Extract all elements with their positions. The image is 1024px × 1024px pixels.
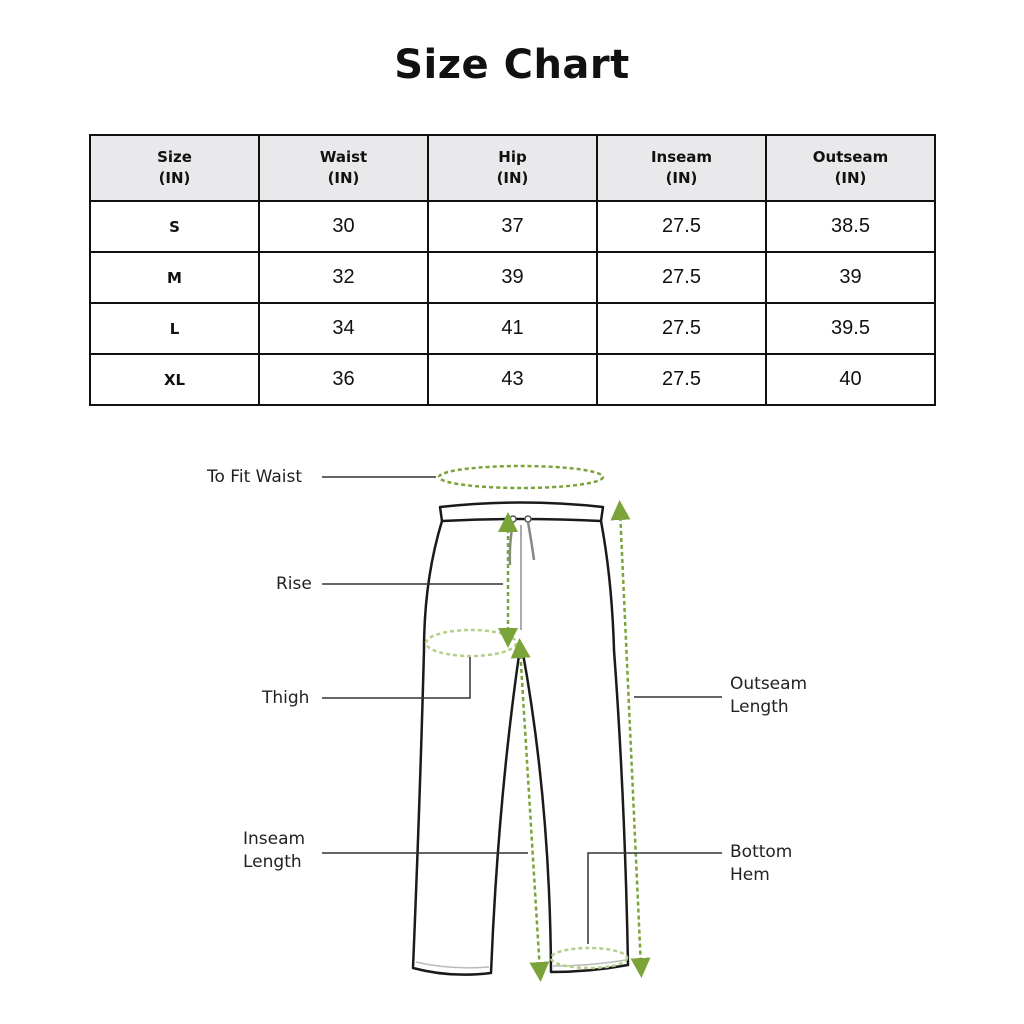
cell-hip: 39 <box>428 252 597 303</box>
thigh-measure <box>426 630 516 656</box>
waistband <box>440 503 603 522</box>
header-inseam: Inseam (IN) <box>597 135 766 201</box>
label-to-fit-waist: To Fit Waist <box>207 467 303 487</box>
cell-size: M <box>90 252 259 303</box>
header-hip: Hip (IN) <box>428 135 597 201</box>
cell-hip: 37 <box>428 201 597 252</box>
cell-size: L <box>90 303 259 354</box>
cell-waist: 32 <box>259 252 428 303</box>
header-outseam: Outseam (IN) <box>766 135 935 201</box>
cell-outseam: 38.5 <box>766 201 935 252</box>
cell-hip: 43 <box>428 354 597 405</box>
waist-measure <box>439 466 603 488</box>
cell-inseam: 27.5 <box>597 303 766 354</box>
cell-inseam: 27.5 <box>597 201 766 252</box>
header-waist: Waist (IN) <box>259 135 428 201</box>
cell-waist: 34 <box>259 303 428 354</box>
label-thigh: Thigh <box>262 688 310 708</box>
cell-size: XL <box>90 354 259 405</box>
outseam-measure <box>620 510 641 968</box>
page-title: Size Chart <box>394 42 630 88</box>
label-outseam-length: Outseam Length <box>730 674 808 717</box>
cell-outseam: 40 <box>766 354 935 405</box>
label-bottom-hem: Bottom Hem <box>730 842 793 885</box>
header-size: Size (IN) <box>90 135 259 201</box>
left-leg <box>413 521 520 975</box>
label-inseam-length: Inseam Length <box>243 829 306 872</box>
cell-outseam: 39.5 <box>766 303 935 354</box>
cell-waist: 30 <box>259 201 428 252</box>
label-rise: Rise <box>276 574 312 594</box>
cell-outseam: 39 <box>766 252 935 303</box>
cell-waist: 36 <box>259 354 428 405</box>
cell-inseam: 27.5 <box>597 252 766 303</box>
cell-inseam: 27.5 <box>597 354 766 405</box>
cell-hip: 41 <box>428 303 597 354</box>
right-leg <box>522 521 628 972</box>
cell-size: S <box>90 201 259 252</box>
